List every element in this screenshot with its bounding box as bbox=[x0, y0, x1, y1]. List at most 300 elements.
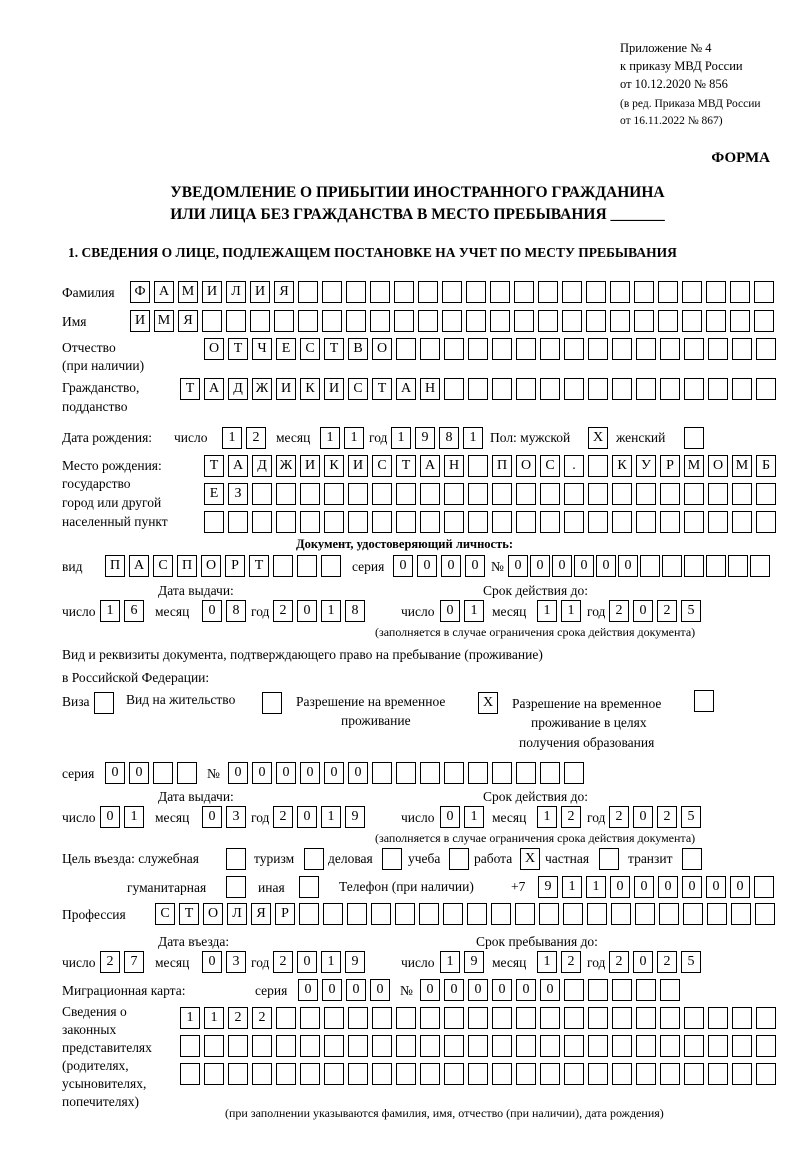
form-cell[interactable] bbox=[418, 310, 438, 332]
form-cell[interactable]: 0 bbox=[574, 555, 594, 577]
form-cell[interactable]: 1 bbox=[463, 427, 483, 449]
form-cell[interactable] bbox=[444, 338, 464, 360]
form-cell[interactable] bbox=[491, 903, 511, 925]
form-cell[interactable] bbox=[396, 1007, 416, 1029]
form-cell[interactable]: О bbox=[201, 555, 221, 577]
form-cell[interactable]: А bbox=[420, 455, 440, 477]
form-cell[interactable]: 2 bbox=[561, 951, 581, 973]
form-cell[interactable] bbox=[228, 1035, 248, 1057]
form-cell[interactable]: З bbox=[228, 483, 248, 505]
form-cell[interactable]: А bbox=[228, 455, 248, 477]
form-cell[interactable] bbox=[754, 310, 774, 332]
form-cell[interactable]: 1 bbox=[180, 1007, 200, 1029]
form-cell[interactable]: С bbox=[540, 455, 560, 477]
form-cell[interactable]: 0 bbox=[417, 555, 437, 577]
form-cell[interactable] bbox=[298, 310, 318, 332]
form-cell[interactable] bbox=[707, 903, 727, 925]
form-cell[interactable] bbox=[610, 281, 630, 303]
form-cell[interactable] bbox=[732, 1007, 752, 1029]
form-cell[interactable] bbox=[346, 310, 366, 332]
form-cell[interactable]: 0 bbox=[202, 951, 222, 973]
form-cell[interactable]: 1 bbox=[561, 600, 581, 622]
form-cell[interactable]: О bbox=[204, 338, 224, 360]
form-cell[interactable] bbox=[684, 338, 704, 360]
form-cell[interactable]: Н bbox=[444, 455, 464, 477]
form-cell[interactable]: И bbox=[300, 455, 320, 477]
form-cell[interactable] bbox=[468, 483, 488, 505]
form-cell[interactable]: 0 bbox=[324, 762, 344, 784]
form-cell[interactable]: 9 bbox=[538, 876, 558, 898]
form-cell[interactable]: 0 bbox=[465, 555, 485, 577]
form-cell[interactable] bbox=[274, 310, 294, 332]
form-cell[interactable]: Т bbox=[372, 378, 392, 400]
form-cell[interactable] bbox=[636, 1035, 656, 1057]
form-cell[interactable] bbox=[562, 281, 582, 303]
form-cell[interactable] bbox=[684, 378, 704, 400]
form-cell[interactable] bbox=[324, 511, 344, 533]
form-cell[interactable]: 0 bbox=[276, 762, 296, 784]
form-cell[interactable] bbox=[466, 281, 486, 303]
form-cell[interactable]: Л bbox=[227, 903, 247, 925]
form-cell[interactable]: 0 bbox=[297, 806, 317, 828]
form-cell[interactable] bbox=[564, 511, 584, 533]
form-cell[interactable] bbox=[418, 281, 438, 303]
form-cell[interactable] bbox=[708, 378, 728, 400]
form-cell[interactable]: Я bbox=[274, 281, 294, 303]
form-cell[interactable]: 1 bbox=[222, 427, 242, 449]
form-cell[interactable] bbox=[563, 903, 583, 925]
form-cell[interactable] bbox=[370, 281, 390, 303]
form-cell[interactable]: Ф bbox=[130, 281, 150, 303]
form-cell[interactable] bbox=[540, 1035, 560, 1057]
form-cell[interactable] bbox=[706, 555, 726, 577]
form-cell[interactable] bbox=[468, 1035, 488, 1057]
form-cell[interactable] bbox=[204, 1035, 224, 1057]
form-cell[interactable] bbox=[636, 378, 656, 400]
form-cell[interactable]: О bbox=[708, 455, 728, 477]
form-cell[interactable] bbox=[180, 1063, 200, 1085]
form-cell[interactable] bbox=[684, 511, 704, 533]
form-cell[interactable] bbox=[297, 555, 317, 577]
form-cell[interactable] bbox=[636, 338, 656, 360]
form-cell[interactable]: 0 bbox=[393, 555, 413, 577]
form-cell[interactable]: Д bbox=[228, 378, 248, 400]
form-cell[interactable] bbox=[516, 338, 536, 360]
form-cell[interactable]: 1 bbox=[537, 951, 557, 973]
form-cell[interactable]: О bbox=[203, 903, 223, 925]
form-cell[interactable]: Я bbox=[178, 310, 198, 332]
form-cell[interactable] bbox=[682, 281, 702, 303]
form-cell[interactable] bbox=[588, 979, 608, 1001]
form-cell[interactable]: 1 bbox=[537, 806, 557, 828]
form-cell[interactable] bbox=[636, 979, 656, 1001]
form-cell[interactable]: 0 bbox=[297, 951, 317, 973]
form-cell[interactable]: 0 bbox=[348, 762, 368, 784]
form-cell[interactable]: 1 bbox=[464, 806, 484, 828]
form-cell[interactable]: П bbox=[492, 455, 512, 477]
form-cell[interactable] bbox=[324, 1007, 344, 1029]
form-cell[interactable] bbox=[444, 1035, 464, 1057]
form-cell[interactable] bbox=[732, 483, 752, 505]
form-cell[interactable] bbox=[516, 1007, 536, 1029]
form-cell[interactable] bbox=[588, 378, 608, 400]
form-cell[interactable] bbox=[708, 1035, 728, 1057]
form-cell[interactable] bbox=[468, 455, 488, 477]
form-cell[interactable]: 8 bbox=[345, 600, 365, 622]
form-cell[interactable]: 0 bbox=[420, 979, 440, 1001]
form-cell[interactable] bbox=[442, 281, 462, 303]
form-cell[interactable]: 2 bbox=[273, 600, 293, 622]
form-cell[interactable] bbox=[754, 281, 774, 303]
form-cell[interactable] bbox=[468, 378, 488, 400]
form-cell[interactable]: 1 bbox=[321, 600, 341, 622]
form-cell[interactable] bbox=[730, 310, 750, 332]
form-cell[interactable] bbox=[348, 1063, 368, 1085]
form-cell[interactable] bbox=[300, 1007, 320, 1029]
form-cell[interactable] bbox=[588, 1007, 608, 1029]
form-cell[interactable]: 0 bbox=[297, 600, 317, 622]
form-cell[interactable]: А bbox=[154, 281, 174, 303]
form-cell[interactable] bbox=[228, 1063, 248, 1085]
form-cell[interactable] bbox=[372, 1063, 392, 1085]
form-cell[interactable]: П bbox=[105, 555, 125, 577]
form-cell[interactable] bbox=[756, 483, 776, 505]
form-cell[interactable]: 9 bbox=[345, 951, 365, 973]
form-cell[interactable]: К bbox=[324, 455, 344, 477]
form-cell[interactable]: 5 bbox=[681, 806, 701, 828]
form-cell[interactable] bbox=[492, 1063, 512, 1085]
form-cell[interactable]: Б bbox=[756, 455, 776, 477]
form-cell[interactable]: А bbox=[129, 555, 149, 577]
form-cell[interactable] bbox=[396, 511, 416, 533]
form-cell[interactable] bbox=[588, 1063, 608, 1085]
form-cell[interactable]: С bbox=[300, 338, 320, 360]
form-cell[interactable]: 3 bbox=[226, 806, 246, 828]
form-cell[interactable] bbox=[612, 979, 632, 1001]
form-cell[interactable]: Т bbox=[180, 378, 200, 400]
form-cell[interactable] bbox=[660, 979, 680, 1001]
form-cell[interactable] bbox=[449, 848, 469, 870]
form-cell[interactable] bbox=[634, 310, 654, 332]
form-cell[interactable] bbox=[299, 876, 319, 898]
form-cell[interactable] bbox=[660, 1035, 680, 1057]
form-cell[interactable] bbox=[304, 848, 324, 870]
form-cell[interactable] bbox=[708, 1007, 728, 1029]
form-cell[interactable] bbox=[516, 1063, 536, 1085]
form-cell[interactable]: X bbox=[588, 427, 608, 449]
form-cell[interactable] bbox=[586, 310, 606, 332]
form-cell[interactable] bbox=[348, 483, 368, 505]
form-cell[interactable]: 0 bbox=[618, 555, 638, 577]
form-cell[interactable] bbox=[420, 338, 440, 360]
form-cell[interactable] bbox=[612, 1063, 632, 1085]
form-cell[interactable]: 6 bbox=[124, 600, 144, 622]
form-cell[interactable] bbox=[348, 1035, 368, 1057]
form-cell[interactable]: 0 bbox=[633, 600, 653, 622]
form-cell[interactable] bbox=[153, 762, 173, 784]
form-cell[interactable] bbox=[728, 555, 748, 577]
form-cell[interactable]: С bbox=[372, 455, 392, 477]
form-cell[interactable]: 0 bbox=[634, 876, 654, 898]
form-cell[interactable] bbox=[516, 1035, 536, 1057]
form-cell[interactable] bbox=[492, 1007, 512, 1029]
form-cell[interactable] bbox=[347, 903, 367, 925]
form-cell[interactable]: 0 bbox=[300, 762, 320, 784]
form-cell[interactable] bbox=[706, 310, 726, 332]
form-cell[interactable] bbox=[262, 692, 282, 714]
form-cell[interactable]: 5 bbox=[681, 951, 701, 973]
form-cell[interactable] bbox=[540, 1063, 560, 1085]
form-cell[interactable]: 0 bbox=[516, 979, 536, 1001]
form-cell[interactable]: 2 bbox=[100, 951, 120, 973]
form-cell[interactable]: 7 bbox=[124, 951, 144, 973]
form-cell[interactable]: Т bbox=[249, 555, 269, 577]
form-cell[interactable] bbox=[372, 762, 392, 784]
form-cell[interactable]: Р bbox=[660, 455, 680, 477]
form-cell[interactable] bbox=[371, 903, 391, 925]
form-cell[interactable]: 0 bbox=[298, 979, 318, 1001]
form-cell[interactable] bbox=[516, 483, 536, 505]
form-cell[interactable] bbox=[684, 555, 704, 577]
form-cell[interactable] bbox=[756, 1035, 776, 1057]
form-cell[interactable] bbox=[276, 1035, 296, 1057]
form-cell[interactable] bbox=[396, 1035, 416, 1057]
form-cell[interactable] bbox=[684, 427, 704, 449]
form-cell[interactable] bbox=[324, 1063, 344, 1085]
form-cell[interactable] bbox=[612, 483, 632, 505]
form-cell[interactable]: 0 bbox=[540, 979, 560, 1001]
form-cell[interactable]: 1 bbox=[562, 876, 582, 898]
form-cell[interactable] bbox=[564, 1035, 584, 1057]
form-cell[interactable]: И bbox=[202, 281, 222, 303]
form-cell[interactable] bbox=[468, 1007, 488, 1029]
form-cell[interactable] bbox=[731, 903, 751, 925]
form-cell[interactable] bbox=[300, 483, 320, 505]
form-cell[interactable] bbox=[300, 511, 320, 533]
form-cell[interactable]: Д bbox=[252, 455, 272, 477]
form-cell[interactable]: Т bbox=[324, 338, 344, 360]
form-cell[interactable]: Т bbox=[179, 903, 199, 925]
form-cell[interactable] bbox=[588, 511, 608, 533]
form-cell[interactable] bbox=[252, 1035, 272, 1057]
form-cell[interactable]: М bbox=[732, 455, 752, 477]
form-cell[interactable] bbox=[634, 281, 654, 303]
form-cell[interactable] bbox=[372, 1035, 392, 1057]
form-cell[interactable] bbox=[611, 903, 631, 925]
form-cell[interactable]: 1 bbox=[321, 806, 341, 828]
form-cell[interactable]: О bbox=[372, 338, 392, 360]
form-cell[interactable]: 1 bbox=[321, 951, 341, 973]
form-cell[interactable]: К bbox=[300, 378, 320, 400]
form-cell[interactable]: . bbox=[564, 455, 584, 477]
form-cell[interactable] bbox=[252, 483, 272, 505]
form-cell[interactable]: 2 bbox=[273, 806, 293, 828]
form-cell[interactable] bbox=[564, 378, 584, 400]
form-cell[interactable] bbox=[396, 338, 416, 360]
form-cell[interactable] bbox=[684, 1007, 704, 1029]
form-cell[interactable]: И bbox=[348, 455, 368, 477]
form-cell[interactable]: А bbox=[396, 378, 416, 400]
form-cell[interactable]: В bbox=[348, 338, 368, 360]
form-cell[interactable] bbox=[612, 1035, 632, 1057]
form-cell[interactable] bbox=[228, 511, 248, 533]
form-cell[interactable] bbox=[754, 876, 774, 898]
form-cell[interactable] bbox=[372, 511, 392, 533]
form-cell[interactable] bbox=[612, 1007, 632, 1029]
form-cell[interactable] bbox=[538, 310, 558, 332]
form-cell[interactable]: И bbox=[324, 378, 344, 400]
form-cell[interactable] bbox=[346, 281, 366, 303]
form-cell[interactable] bbox=[466, 310, 486, 332]
form-cell[interactable] bbox=[226, 310, 246, 332]
form-cell[interactable] bbox=[640, 555, 660, 577]
form-cell[interactable] bbox=[636, 1063, 656, 1085]
form-cell[interactable] bbox=[348, 511, 368, 533]
form-cell[interactable] bbox=[564, 1063, 584, 1085]
form-cell[interactable] bbox=[395, 903, 415, 925]
form-cell[interactable]: Р bbox=[225, 555, 245, 577]
form-cell[interactable] bbox=[635, 903, 655, 925]
form-cell[interactable] bbox=[730, 281, 750, 303]
form-cell[interactable] bbox=[756, 511, 776, 533]
form-cell[interactable]: 0 bbox=[440, 806, 460, 828]
form-cell[interactable] bbox=[515, 903, 535, 925]
form-cell[interactable]: Ж bbox=[276, 455, 296, 477]
form-cell[interactable] bbox=[322, 310, 342, 332]
form-cell[interactable] bbox=[636, 483, 656, 505]
form-cell[interactable] bbox=[468, 338, 488, 360]
form-cell[interactable] bbox=[612, 338, 632, 360]
form-cell[interactable]: 2 bbox=[657, 951, 677, 973]
form-cell[interactable]: 0 bbox=[441, 555, 461, 577]
form-cell[interactable] bbox=[420, 1063, 440, 1085]
form-cell[interactable]: 0 bbox=[492, 979, 512, 1001]
form-cell[interactable]: С bbox=[153, 555, 173, 577]
form-cell[interactable]: 0 bbox=[440, 600, 460, 622]
form-cell[interactable] bbox=[756, 1007, 776, 1029]
form-cell[interactable] bbox=[588, 455, 608, 477]
form-cell[interactable]: 3 bbox=[226, 951, 246, 973]
form-cell[interactable] bbox=[348, 1007, 368, 1029]
form-cell[interactable]: С bbox=[155, 903, 175, 925]
form-cell[interactable] bbox=[539, 903, 559, 925]
form-cell[interactable] bbox=[492, 483, 512, 505]
form-cell[interactable]: М bbox=[178, 281, 198, 303]
form-cell[interactable] bbox=[443, 903, 463, 925]
form-cell[interactable] bbox=[732, 338, 752, 360]
form-cell[interactable]: Ч bbox=[252, 338, 272, 360]
form-cell[interactable]: Р bbox=[275, 903, 295, 925]
form-cell[interactable] bbox=[276, 1007, 296, 1029]
form-cell[interactable] bbox=[273, 555, 293, 577]
form-cell[interactable] bbox=[732, 511, 752, 533]
form-cell[interactable] bbox=[684, 1035, 704, 1057]
form-cell[interactable] bbox=[540, 483, 560, 505]
form-cell[interactable]: 0 bbox=[322, 979, 342, 1001]
form-cell[interactable] bbox=[610, 310, 630, 332]
form-cell[interactable] bbox=[468, 1063, 488, 1085]
form-cell[interactable] bbox=[419, 903, 439, 925]
form-cell[interactable] bbox=[324, 1035, 344, 1057]
form-cell[interactable]: 2 bbox=[246, 427, 266, 449]
form-cell[interactable] bbox=[540, 762, 560, 784]
form-cell[interactable]: 8 bbox=[226, 600, 246, 622]
form-cell[interactable] bbox=[636, 1007, 656, 1029]
form-cell[interactable] bbox=[276, 483, 296, 505]
form-cell[interactable] bbox=[658, 310, 678, 332]
form-cell[interactable]: 5 bbox=[681, 600, 701, 622]
form-cell[interactable]: 1 bbox=[320, 427, 340, 449]
form-cell[interactable] bbox=[300, 1063, 320, 1085]
form-cell[interactable]: 1 bbox=[391, 427, 411, 449]
form-cell[interactable]: А bbox=[204, 378, 224, 400]
form-cell[interactable] bbox=[444, 483, 464, 505]
form-cell[interactable] bbox=[540, 338, 560, 360]
form-cell[interactable] bbox=[177, 762, 197, 784]
form-cell[interactable] bbox=[394, 281, 414, 303]
form-cell[interactable]: Е bbox=[276, 338, 296, 360]
form-cell[interactable] bbox=[180, 1035, 200, 1057]
form-cell[interactable] bbox=[538, 281, 558, 303]
form-cell[interactable]: Н bbox=[420, 378, 440, 400]
form-cell[interactable]: 0 bbox=[508, 555, 528, 577]
form-cell[interactable] bbox=[396, 483, 416, 505]
form-cell[interactable] bbox=[420, 511, 440, 533]
form-cell[interactable]: 1 bbox=[464, 600, 484, 622]
form-cell[interactable]: 1 bbox=[204, 1007, 224, 1029]
form-cell[interactable] bbox=[588, 1035, 608, 1057]
form-cell[interactable]: 2 bbox=[609, 951, 629, 973]
form-cell[interactable] bbox=[682, 310, 702, 332]
form-cell[interactable]: 0 bbox=[444, 979, 464, 1001]
form-cell[interactable] bbox=[684, 483, 704, 505]
form-cell[interactable] bbox=[516, 762, 536, 784]
form-cell[interactable] bbox=[516, 378, 536, 400]
form-cell[interactable]: 1 bbox=[100, 600, 120, 622]
form-cell[interactable]: 0 bbox=[658, 876, 678, 898]
form-cell[interactable] bbox=[599, 848, 619, 870]
form-cell[interactable] bbox=[276, 511, 296, 533]
form-cell[interactable] bbox=[514, 310, 534, 332]
form-cell[interactable] bbox=[321, 555, 341, 577]
form-cell[interactable] bbox=[540, 511, 560, 533]
form-cell[interactable] bbox=[323, 903, 343, 925]
form-cell[interactable] bbox=[492, 1035, 512, 1057]
form-cell[interactable] bbox=[444, 1063, 464, 1085]
form-cell[interactable] bbox=[564, 762, 584, 784]
form-cell[interactable]: 1 bbox=[344, 427, 364, 449]
form-cell[interactable] bbox=[492, 378, 512, 400]
form-cell[interactable]: О bbox=[516, 455, 536, 477]
form-cell[interactable] bbox=[299, 903, 319, 925]
form-cell[interactable] bbox=[708, 1063, 728, 1085]
form-cell[interactable]: Т bbox=[228, 338, 248, 360]
form-cell[interactable]: 0 bbox=[633, 951, 653, 973]
form-cell[interactable]: 0 bbox=[100, 806, 120, 828]
form-cell[interactable]: 0 bbox=[105, 762, 125, 784]
form-cell[interactable] bbox=[612, 511, 632, 533]
form-cell[interactable]: 0 bbox=[370, 979, 390, 1001]
form-cell[interactable]: 2 bbox=[609, 600, 629, 622]
form-cell[interactable] bbox=[588, 483, 608, 505]
form-cell[interactable] bbox=[394, 310, 414, 332]
form-cell[interactable] bbox=[660, 378, 680, 400]
form-cell[interactable]: 2 bbox=[273, 951, 293, 973]
form-cell[interactable] bbox=[372, 483, 392, 505]
form-cell[interactable]: 0 bbox=[730, 876, 750, 898]
form-cell[interactable] bbox=[396, 1063, 416, 1085]
form-cell[interactable]: 9 bbox=[345, 806, 365, 828]
